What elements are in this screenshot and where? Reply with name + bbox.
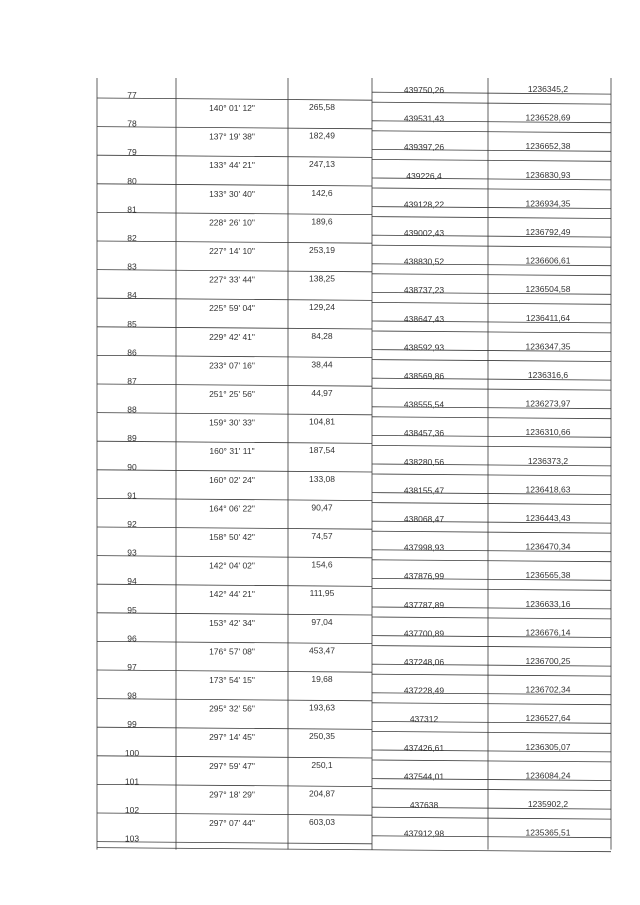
table-row-rule — [372, 474, 611, 476]
point-number: 89 — [127, 433, 137, 444]
direction-angle: 173° 54' 15" — [209, 675, 255, 685]
table-row-rule — [372, 646, 611, 648]
table-row-rule — [97, 327, 372, 329]
segment-length: 453,47 — [309, 645, 335, 656]
direction-angle: 160° 31' 11" — [209, 446, 255, 457]
direction-angle: 153° 42' 34" — [209, 617, 255, 628]
point-number: 77 — [127, 90, 137, 100]
table-row-rule — [372, 760, 611, 762]
table-row-rule — [97, 641, 372, 643]
coordinate-y: 1236934,35 — [525, 198, 571, 209]
coordinate-x: 437426,61 — [403, 742, 445, 753]
table-row-rule — [372, 159, 611, 161]
coordinate-y: 1236676,14 — [525, 627, 571, 638]
coordinate-y: 1236273,97 — [525, 398, 571, 409]
table-row-rule — [97, 584, 372, 586]
segment-length: 204,87 — [309, 788, 335, 799]
table-row-rule — [372, 703, 611, 705]
coordinate-x: 439002,43 — [403, 228, 445, 238]
point-number: 83 — [127, 261, 137, 272]
segment-length: 84,28 — [311, 330, 333, 341]
table-row-rule — [372, 417, 611, 419]
point-number: 103 — [124, 833, 140, 844]
direction-angle: 251° 25' 56" — [209, 389, 255, 399]
table-row-rule — [372, 131, 611, 133]
segment-length: 250,35 — [309, 731, 335, 742]
table-row-rule — [372, 360, 611, 362]
point-number: 92 — [127, 519, 137, 529]
coordinate-y: 1236411,64 — [525, 312, 571, 323]
segment-length: 19,68 — [311, 674, 333, 684]
segment-length: 111,95 — [309, 588, 335, 599]
coordinate-x: 437312 — [409, 714, 439, 725]
coordinate-x: 438155,47 — [403, 485, 445, 496]
coordinate-y: 1236527,64 — [525, 713, 571, 724]
segment-length: 142,6 — [311, 187, 333, 198]
table-row-rule — [372, 188, 611, 190]
coordinate-y: 1236565,38 — [525, 570, 571, 581]
coordinate-x: 438555,54 — [403, 399, 445, 410]
table-row-rule — [372, 674, 611, 676]
coordinate-x: 438068,47 — [403, 514, 445, 524]
direction-angle: 227° 14' 10" — [209, 246, 255, 256]
point-number: 96 — [127, 633, 137, 644]
coordinate-x: 438647,43 — [403, 313, 445, 324]
direction-angle: 133° 44' 21" — [209, 160, 255, 171]
coordinate-y: 1236305,07 — [525, 741, 571, 752]
coordinate-x: 437228,49 — [403, 685, 445, 696]
coordinate-y: 1236700,25 — [525, 656, 571, 666]
table-row-rule — [372, 445, 611, 447]
direction-angle: 225° 59' 04" — [209, 303, 255, 314]
coordinate-y: 1236316,6 — [527, 370, 569, 380]
coordinate-y: 1236373,2 — [527, 455, 569, 466]
table-row-rule — [97, 470, 372, 472]
point-number: 93 — [127, 547, 137, 558]
table-row-rule — [97, 127, 372, 129]
direction-angle: 233° 07' 16" — [209, 360, 255, 371]
direction-angle: 295° 32' 56" — [209, 703, 255, 714]
table-row-rule — [97, 98, 372, 100]
point-number: 78 — [127, 118, 137, 129]
table-row-rule — [97, 155, 372, 157]
segment-length: 133,08 — [309, 473, 335, 484]
segment-length: 90,47 — [311, 502, 333, 513]
table-bottom-rule — [97, 848, 611, 852]
coordinate-y: 1236830,93 — [525, 169, 571, 180]
direction-angle: 176° 57' 08" — [209, 646, 255, 657]
segment-length: 265,58 — [309, 102, 335, 112]
direction-angle: 227° 33' 44" — [209, 274, 255, 285]
table-row-rule — [372, 245, 611, 247]
point-number: 87 — [127, 376, 137, 386]
table-row-rule — [372, 817, 611, 819]
table-row-rule — [372, 331, 611, 333]
table-row-rule — [97, 556, 372, 558]
direction-angle: 297° 59' 47" — [209, 760, 255, 771]
direction-angle: 164° 06' 22" — [209, 503, 255, 514]
segment-length: 138,25 — [309, 273, 335, 284]
direction-angle: 297° 07' 44" — [209, 818, 255, 828]
coordinate-y: 1235902,2 — [527, 799, 569, 809]
direction-angle: 140° 01' 12" — [209, 103, 255, 113]
segment-length: 247,13 — [309, 159, 335, 170]
table-row-rule — [97, 441, 372, 443]
segment-length: 74,57 — [311, 531, 333, 541]
segment-length: 97,04 — [311, 616, 333, 627]
coordinate-x: 437248,06 — [403, 657, 445, 667]
coordinate-x: 437638 — [409, 800, 439, 810]
point-number: 86 — [127, 347, 137, 358]
segment-length: 603,03 — [309, 817, 335, 827]
table-row-rule — [97, 727, 372, 729]
coordinate-x: 437912,98 — [403, 828, 445, 839]
table-row-rule — [372, 560, 611, 562]
coordinate-x: 438569,86 — [403, 371, 445, 381]
table-row-rule — [372, 531, 611, 533]
point-number: 98 — [127, 690, 137, 701]
table-row-rule — [97, 699, 372, 701]
coordinate-y: 1236633,16 — [525, 598, 571, 609]
table-row-rule — [97, 184, 372, 186]
point-number: 81 — [127, 204, 137, 215]
coordinate-x: 439397,26 — [403, 142, 445, 153]
table-row-rule — [372, 789, 611, 791]
point-number: 85 — [127, 318, 137, 329]
point-number: 79 — [127, 147, 137, 158]
coordinate-y: 1236652,38 — [525, 141, 571, 152]
coordinate-y: 1236470,34 — [525, 541, 571, 552]
segment-length: 250,1 — [311, 759, 333, 770]
coordinate-x: 439750,26 — [403, 85, 445, 95]
point-number: 99 — [127, 719, 137, 730]
coordinate-x: 437998,93 — [403, 542, 445, 553]
point-number: 94 — [127, 576, 137, 587]
coordinate-y: 1236504,58 — [525, 284, 571, 295]
direction-angle: 133° 30' 40" — [209, 188, 255, 199]
direction-angle: 159° 30' 33" — [209, 417, 255, 428]
table-row-rule — [97, 413, 372, 415]
coordinate-y: 1236345,2 — [527, 84, 569, 94]
point-number: 100 — [124, 747, 140, 758]
table-row-rule — [97, 498, 372, 500]
table-row-rule — [372, 807, 611, 809]
coordinate-y: 1236606,61 — [525, 255, 571, 266]
coordinate-x: 439531,43 — [403, 113, 445, 124]
coordinate-y: 1236418,63 — [525, 484, 571, 495]
direction-angle: 228° 26' 10" — [209, 217, 255, 228]
table-row-rule — [372, 617, 611, 619]
table-row-rule — [372, 503, 611, 505]
table-row-rule — [372, 721, 611, 723]
segment-length: 154,6 — [311, 559, 333, 570]
table-row-rule — [372, 388, 611, 390]
coordinate-x: 438830,52 — [403, 256, 445, 267]
segment-length: 38,44 — [311, 359, 333, 370]
table-row-rule — [372, 731, 611, 733]
point-number: 88 — [127, 404, 137, 415]
point-number: 95 — [127, 604, 137, 615]
coordinate-y: 1236084,24 — [525, 770, 571, 781]
segment-length: 129,24 — [309, 302, 335, 313]
coordinate-x: 437876,99 — [403, 571, 445, 582]
coordinate-x: 437544,01 — [403, 771, 445, 782]
coordinate-x: 438280,56 — [403, 456, 445, 467]
coordinate-y: 1236792,49 — [525, 227, 571, 237]
coordinate-y: 1236443,43 — [525, 513, 571, 523]
coordinate-x: 438457,36 — [403, 428, 445, 439]
coordinate-y: 1236528,69 — [525, 112, 571, 123]
table-row-rule — [97, 212, 372, 214]
point-number: 90 — [127, 461, 137, 472]
table-row-rule — [97, 298, 372, 300]
point-number: 82 — [127, 233, 137, 243]
point-number: 97 — [127, 662, 137, 672]
coordinate-y: 1236702,34 — [525, 684, 571, 695]
table-row-rule — [97, 527, 372, 529]
segment-length: 193,63 — [309, 702, 335, 713]
coordinate-x: 437700,89 — [403, 628, 445, 639]
table-row-rule — [372, 302, 611, 304]
point-number: 91 — [127, 490, 137, 501]
coordinate-y: 1235365,51 — [525, 827, 571, 838]
direction-angle: 142° 44' 21" — [209, 589, 255, 600]
coordinate-x: 439226,4 — [406, 170, 442, 181]
segment-length: 44,97 — [311, 388, 333, 398]
coordinate-x: 437787,89 — [403, 599, 445, 610]
direction-angle: 229° 42' 41" — [209, 331, 255, 342]
direction-angle: 297° 14' 45" — [209, 732, 255, 743]
table-row-rule — [372, 102, 611, 104]
coordinate-y: 1236310,66 — [525, 427, 571, 438]
coordinate-x: 439128,22 — [403, 199, 445, 210]
table-row-rule — [372, 274, 611, 276]
table-row-rule — [97, 670, 372, 672]
segment-length: 253,19 — [309, 245, 335, 255]
segment-length: 189,6 — [311, 216, 333, 227]
segment-length: 187,54 — [309, 445, 335, 456]
direction-angle: 297° 18' 29" — [209, 789, 255, 800]
table-row-rule — [97, 613, 372, 615]
coordinate-x: 438737,23 — [403, 285, 445, 296]
point-number: 84 — [127, 290, 137, 301]
table-row-rule — [372, 588, 611, 590]
direction-angle: 142° 04' 02" — [209, 560, 255, 571]
point-number: 80 — [127, 175, 137, 186]
direction-angle: 160° 02' 24" — [209, 474, 255, 485]
table-row-rule — [372, 217, 611, 219]
segment-length: 104,81 — [309, 416, 335, 427]
table-row-rule — [97, 384, 372, 386]
direction-angle: 158° 50' 42" — [209, 532, 255, 542]
table-row-rule — [97, 355, 372, 357]
direction-angle: 137° 19' 38" — [209, 131, 255, 142]
point-number: 101 — [124, 776, 140, 787]
table-row-rule — [97, 270, 372, 272]
table-row-rule — [97, 241, 372, 243]
point-number: 102 — [124, 805, 140, 815]
segment-length: 182,49 — [309, 130, 335, 141]
coordinate-x: 438592,93 — [403, 342, 445, 353]
coordinate-y: 1236347,35 — [525, 341, 571, 352]
